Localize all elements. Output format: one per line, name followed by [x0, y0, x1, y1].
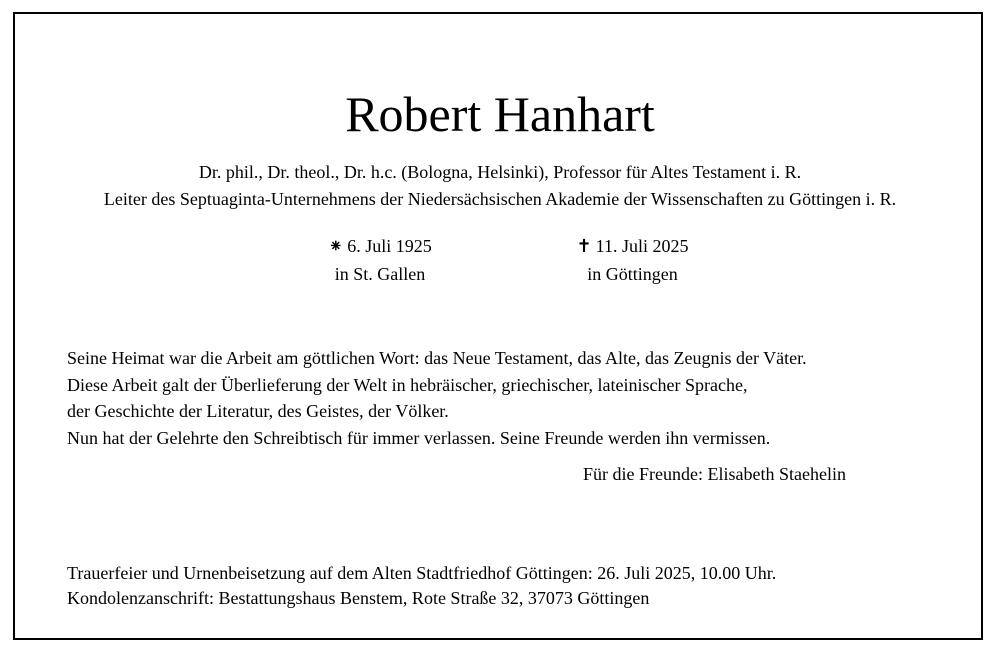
birth-date-line	[300, 232, 460, 260]
academic-titles	[0, 159, 1000, 213]
death-place: in Göttingen	[587, 264, 678, 284]
memorial-text	[67, 345, 807, 451]
title-line-1: Dr. phil., Dr. theol., Dr. h.c. (Bologna, Helsinki), Professor für Altes Testament i. R.	[198, 162, 802, 182]
memorial-text-line: Seine Heimat war die Arbeit am göttlichen Wort: das Neue Testament, das Alte, das Zeugnis der Väter.	[67, 348, 807, 368]
birth-place: in St. Gallen	[334, 264, 426, 284]
condolence-address: Kondolenzanschrift: Bestattungshaus Benstem, Rote Straße 32, 37073 Göttingen	[67, 588, 650, 608]
death-date-line	[550, 232, 715, 260]
funeral-details	[67, 561, 776, 611]
death-cross-icon: ✝	[576, 236, 592, 256]
memorial-text-line: Diese Arbeit galt der Überlieferung der Welt in hebräischer, griechischer, lateinischer Sprache,	[67, 374, 748, 395]
deceased-name: Robert Hanhart	[345, 86, 655, 142]
birth-date: 6. Juli 1925	[347, 236, 432, 256]
birth-block	[300, 232, 460, 288]
funeral-info: Trauerfeier und Urnenbeisetzung auf dem Alten Stadtfriedhof Göttingen: 26. Juli 2025, 10.00 Uhr.	[67, 563, 777, 583]
signature: Für die Freunde: Elisabeth Staehelin	[583, 464, 846, 484]
death-date: 11. Juli 2025	[595, 236, 689, 256]
memorial-text-line: Nun hat der Gelehrte den Schreibtisch für immer verlassen. Seine Freunde werden ihn vermissen.	[67, 427, 771, 448]
title-line-2: Leiter des Septuaginta-Unternehmens der Niedersächsischen Akademie der Wissenschaften zu Göttingen i. R.	[103, 189, 897, 209]
death-block	[550, 232, 715, 288]
memorial-text-line: der Geschichte der Literatur, des Geistes, der Völker.	[67, 401, 449, 421]
birth-star-icon: ⁕	[328, 236, 344, 256]
